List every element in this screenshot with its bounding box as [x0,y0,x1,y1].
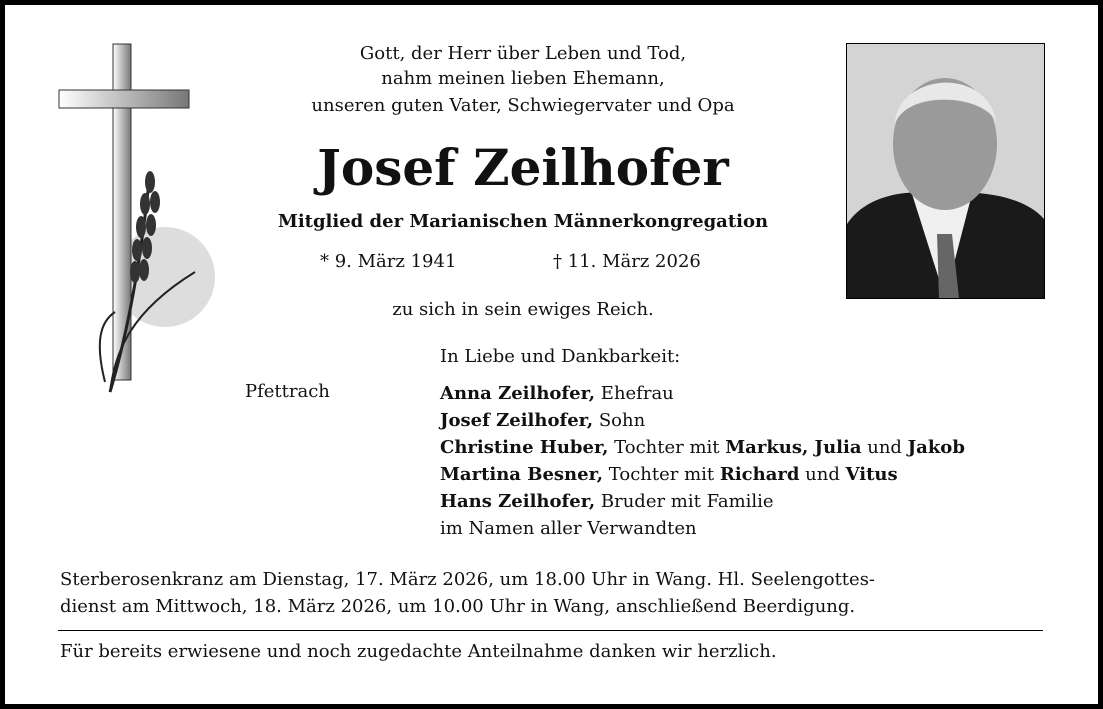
birth-date: * 9. März 1941 [320,251,457,272]
service-line: dienst am Mittwoch, 18. März 2026, um 10.00 Uhr in Wang, anschließend Beerdigung. [60,596,856,617]
cross-wheat-icon [55,42,215,402]
mourner-line: Christine Huber, Tochter mit Markus, Julia und Jakob [440,437,965,458]
intro-line: Gott, der Herr über Leben und Tod, [359,43,687,64]
mourner-line: im Namen aller Verwandten [440,518,697,539]
service-line: Sterberosenkranz am Dienstag, 17. März 2026, um 18.00 Uhr in Wang. Hl. Seelengottes- [60,569,876,590]
thanks-line: Für bereits erwiesene und noch zugedachte Anteilnahme danken wir herzlich. [60,641,777,662]
place: Pfettrach [245,381,330,402]
divider [58,630,1043,631]
mourner-line: Martina Besner, Tochter mit Richard und Vitus [440,464,898,485]
intro-line: nahm meinen lieben Ehemann, [381,68,665,89]
mourner-line: Josef Zeilhofer, Sohn [440,410,646,431]
gratitude-heading: In Liebe und Dankbarkeit: [440,346,681,367]
death-date: † 11. März 2026 [553,251,701,272]
deceased-name: Josef Zeilhofer [317,138,729,197]
portrait-photo [846,43,1045,299]
closing-line: zu sich in sein ewiges Reich. [392,299,654,320]
mourner-line: Hans Zeilhofer, Bruder mit Familie [440,491,774,512]
mourner-line: Anna Zeilhofer, Ehefrau [440,383,674,404]
intro-line: unseren guten Vater, Schwiegervater und Opa [311,95,735,116]
membership: Mitglied der Marianischen Männerkongregation [277,211,769,232]
